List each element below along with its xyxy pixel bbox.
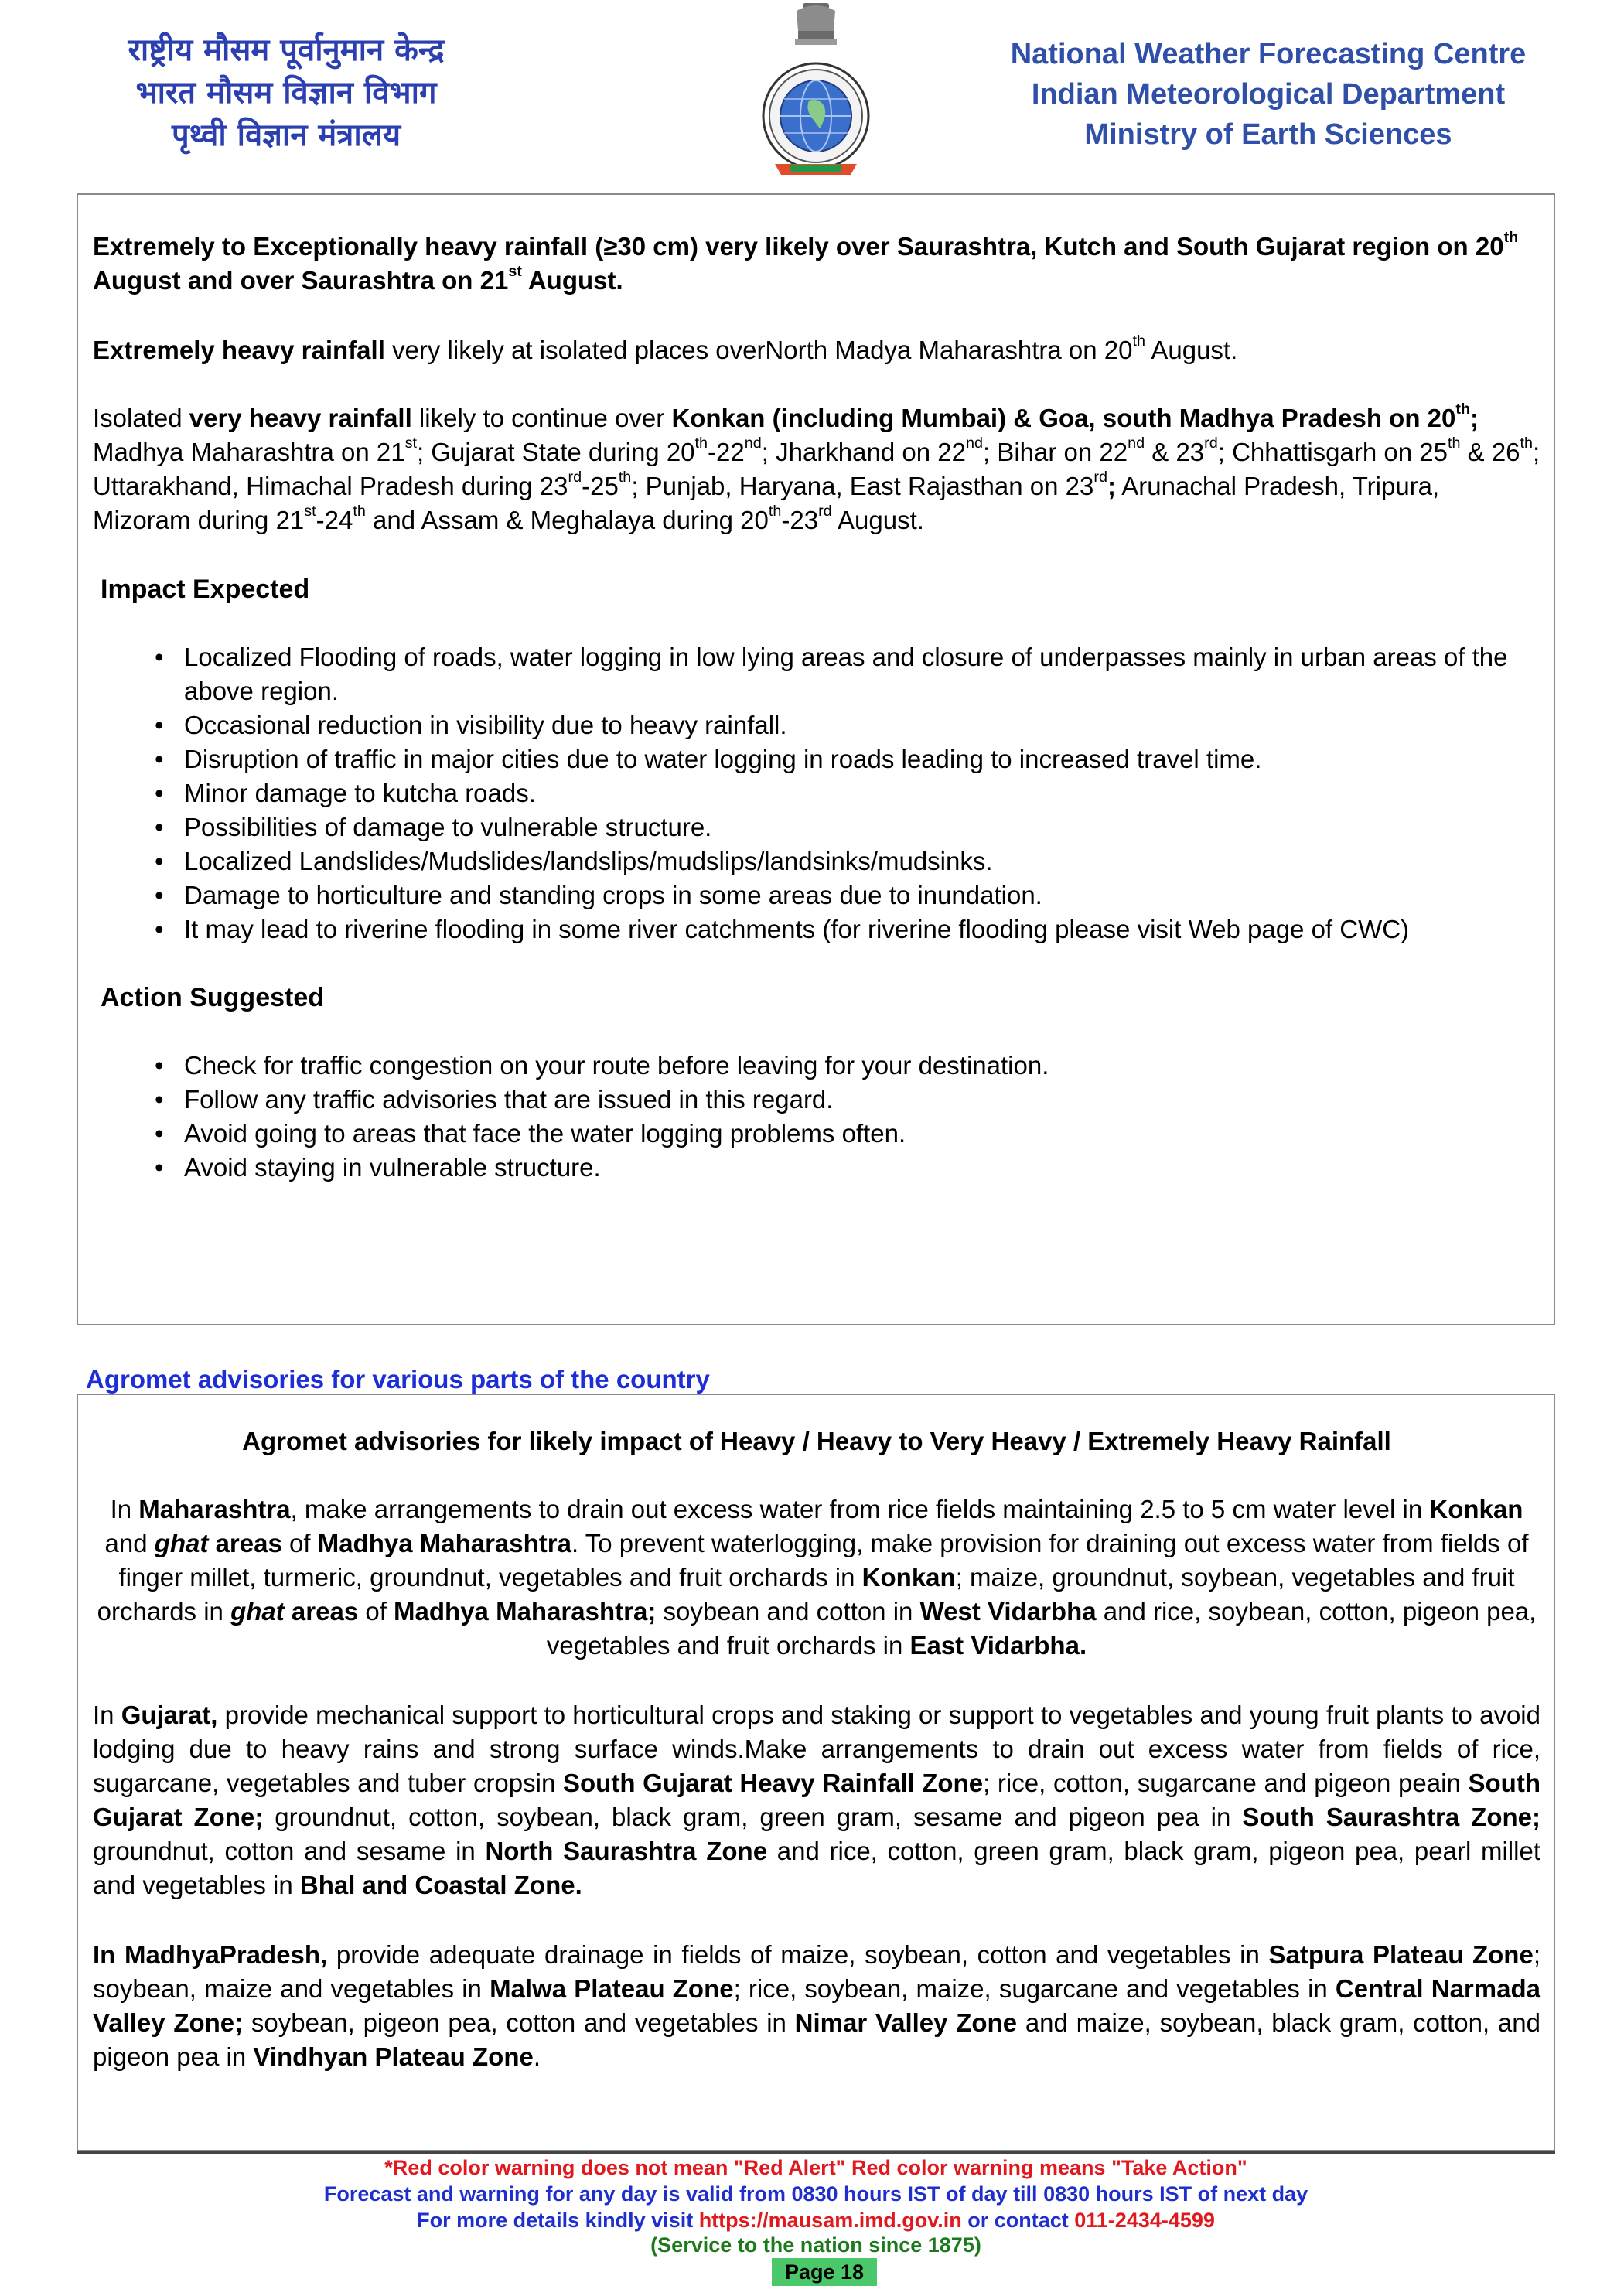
warning-paragraph-1: Extremely to Exceptionally heavy rainfall (≥30 cm) very likely over Saurashtra, Kutch and South Gujarat region on 20th August and over Saurashtra on 21st August.	[93, 229, 1519, 295]
list-item: • Occasional reduction in visibility due to heavy rainfall.	[147, 708, 1539, 742]
list-item: • Avoid going to areas that face the water logging problems often.	[147, 1117, 1539, 1151]
impact-list	[147, 640, 1539, 947]
list-item: • Check for traffic congestion on your route before leaving for your destination.	[147, 1049, 1539, 1083]
list-item: • Damage to horticulture and standing crops in some areas due to inundation.	[147, 878, 1539, 913]
footer-phone: 011-2434-4599	[1074, 2209, 1215, 2232]
list-item: • Disruption of traffic in major cities due to water logging in roads leading to increased travel time.	[147, 742, 1539, 776]
hindi-line-2: भारत मौसम विज्ञान विभाग	[135, 75, 437, 111]
agromet-gujarat: In Gujarat, provide mechanical support to horticultural crops and staking or support to vegetables and young fruit plants to avoid lodging due to heavy rains and strong surface winds.Make arrangements to drain out excess water from fields of rice, sugarcane, vegetables and tuber cropsin South Gujarat Heavy Rainfall Zone; rice, cotton, sugarcane and pigeon peain South Gujarat Zone; groundnut, cotton, soybean, black gram, green gram, sesame and pigeon pea in South Saurashtra Zone; groundnut, cotton and sesame in North Saurashtra Zone and rice, cotton, green gram, black gram, pigeon pea, pearl millet and vegetables in Bhal and Coastal Zone.	[93, 1701, 1540, 1899]
action-heading: Action Suggested	[101, 983, 325, 1012]
header-hindi	[70, 29, 503, 157]
agromet-madhya-pradesh: In MadhyaPradesh, provide adequate drainage in fields of maize, soybean, cotton and vegetables in Satpura Plateau Zone; soybean, maize and vegetables in Malwa Plateau Zone; rice, soybean, maize, sugarcane and vegetables in Central Narmada Valley Zone; soybean, pigeon pea, cotton and vegetables in Nimar Valley Zone and maize, soybean, black gram, cotton, and pigeon pea in Vindhyan Plateau Zone.	[93, 1940, 1540, 2071]
page-number-badge: Page 18	[772, 2258, 877, 2286]
warning-paragraph-3: Isolated very heavy rainfall likely to continue over Konkan (including Mumbai) & Goa, south Madhya Pradesh on 20th; Madhya Maharashtra on 21st; Gujarat State during 20th-22nd; Jharkhand on 22nd; Bihar on 22nd & 23rd; Chhattisgarh on 25th & 26th; Uttarakhand, Himachal Pradesh during 23rd-25th; Punjab, Haryana, East Rajasthan on 23rd; Arunachal Pradesh, Tripura, Mizoram during 21st-24th and Assam & Meghalaya during 20th-23rd August.	[93, 401, 1540, 534]
list-item: • Localized Flooding of roads, water logging in low lying areas and closure of underpasses mainly in urban areas of the above region.	[147, 640, 1539, 708]
warning-paragraph-2: Extremely heavy rainfall very likely at isolated places overNorth Madya Maharashtra on 20th August.	[93, 333, 1238, 364]
footer-website-link[interactable]: https://mausam.imd.gov.in	[698, 2209, 962, 2232]
header-english	[982, 34, 1554, 155]
imd-emblem-icon	[758, 0, 874, 183]
english-line-2: Indian Meteorological Department	[1031, 78, 1506, 111]
footer-divider	[77, 2151, 1555, 2154]
action-list	[147, 1049, 1539, 1185]
agromet-box-title: Agromet advisories for likely impact of Heavy / Heavy to Very Heavy / Extremely Heavy Rainfall	[242, 1427, 1391, 1455]
english-line-3: Ministry of Earth Sciences	[1084, 118, 1452, 151]
footer-contact: For more details kindly visit https://mausam.imd.gov.in or contact 011-2434-4599	[417, 2209, 1215, 2232]
list-item: • Minor damage to kutcha roads.	[147, 776, 1539, 810]
list-item: • Possibilities of damage to vulnerable structure.	[147, 810, 1539, 844]
list-item: • Follow any traffic advisories that are issued in this regard.	[147, 1083, 1539, 1117]
hindi-line-3: पृथ्वी विज्ञान मंत्रालय	[171, 118, 401, 153]
footer-service-note: (Service to the nation since 1875)	[650, 2233, 981, 2257]
list-item: • Avoid staying in vulnerable structure.	[147, 1151, 1539, 1185]
english-line-1: National Weather Forecasting Centre	[1010, 38, 1527, 70]
list-item: • It may lead to riverine flooding in some river catchments (for riverine flooding please visit Web page of CWC)	[147, 913, 1539, 947]
impact-heading: Impact Expected	[101, 575, 310, 604]
agromet-section-title: Agromet advisories for various parts of the country	[86, 1365, 710, 1394]
agromet-maharashtra: In Maharashtra, make arrangements to drain out excess water from rice fields maintaining 2.5 to 5 cm water level in Konkan and ghat areas of Madhya Maharashtra. To prevent waterlogging, make provision for draining out excess water from fields of finger millet, turmeric, groundnut, vegetables and fruit orchards in Konkan; maize, groundnut, soybean, vegetables and fruit orchards in ghat areas of Madhya Maharashtra; soybean and cotton in West Vidarbha and rice, soybean, cotton, pigeon pea, vegetables and fruit orchards in East Vidarbha.	[97, 1495, 1537, 1660]
footer-validity: Forecast and warning for any day is valid from 0830 hours IST of day till 0830 hours IST of next day	[323, 2182, 1308, 2206]
list-item: • Localized Landslides/Mudslides/landslips/mudslips/landsinks/mudsinks.	[147, 844, 1539, 878]
hindi-line-1: राष्ट्रीय मौसम पूर्वानुमान केन्द्र	[128, 32, 445, 68]
footer-red-warning: *Red color warning does not mean "Red Alert" Red color warning means "Take Action"	[384, 2156, 1247, 2179]
